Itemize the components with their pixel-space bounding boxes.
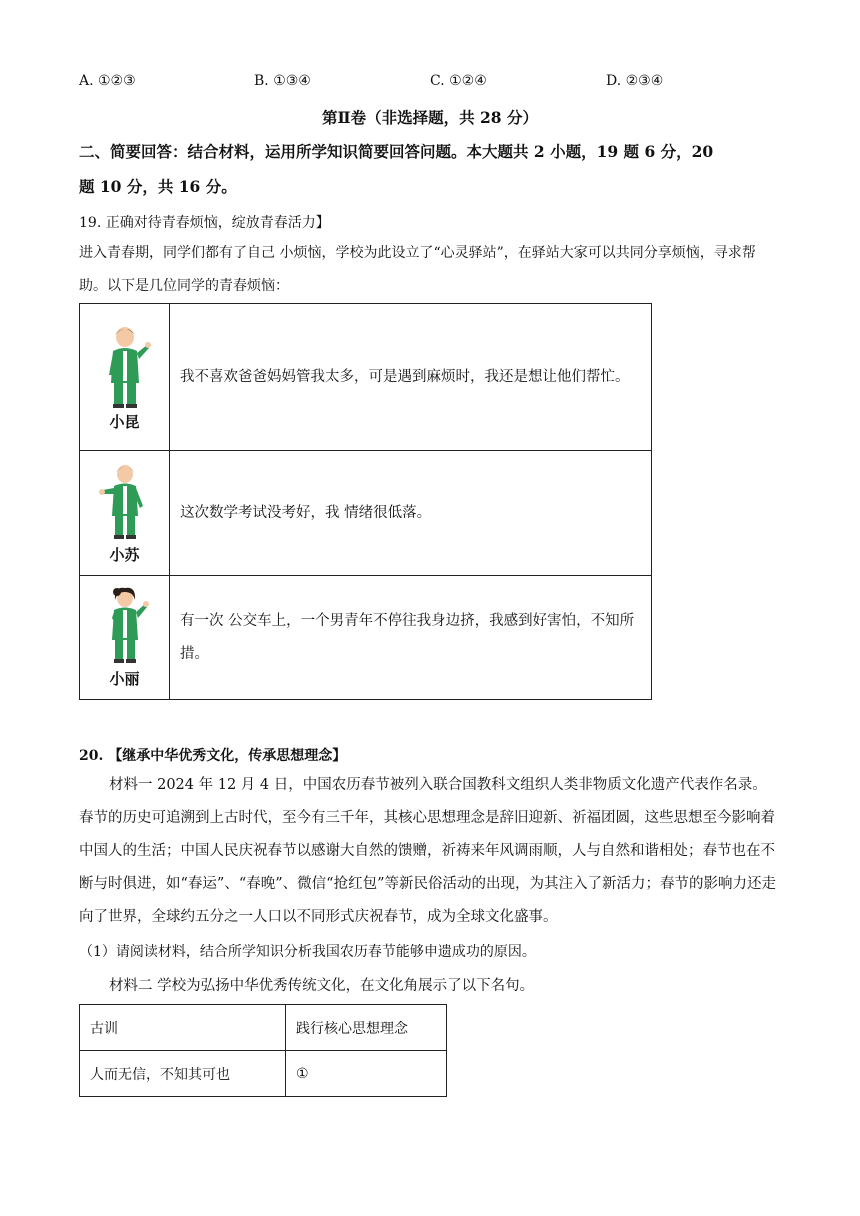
student-name: 小丽 [109,670,140,688]
option-a: A. ①②③ [79,73,136,89]
worries-table [79,303,652,700]
instructions [79,134,779,204]
table-row [80,576,652,700]
avatar-cell [80,451,170,576]
student-name: 小昆 [109,412,140,431]
option-d: D. ②③④ [606,73,664,89]
question-19-title: 19. 正确对待青春烦恼，绽放青春活力】 [79,215,330,231]
material-two: 材料二 学校为弘扬中华优秀传统文化，在文化角展示了以下名句。 [109,978,535,994]
avatar-cell [80,576,170,700]
table-header: 古训 [80,1005,286,1051]
girl-avatar-icon [99,586,151,666]
option-b: B. ①③④ [254,73,311,89]
worry-text: 有一次 公交车上，一个男青年不停往我身边挤，我感到好害怕，不知所措。 [170,576,652,700]
sub-question-1: （1）请阅读材料，结合所学知识分析我国农历春节能够申遗成功的原因。 [79,944,536,960]
avatar-cell [80,304,170,451]
question-19-intro: 进入青春期，同学们都有了自己 小烦恼，学校为此设立了“心灵驿站”，在驿站大家可以共同分享烦恼，寻求帮助。以下是几位同学的青春烦恼： [79,245,756,294]
option-c: C. ①②④ [430,73,487,89]
table-cell: ① [286,1051,447,1097]
table-row [80,1051,447,1097]
table-row [80,304,652,451]
boy-avatar-icon [99,462,151,542]
maxims-table [79,1004,447,1097]
section-title: 第Ⅱ卷（非选择题，共 28 分） [322,108,538,127]
table-cell: 人而无信，不知其可也 [80,1051,286,1097]
worry-text: 我不喜欢爸爸妈妈管我太多，可是遇到麻烦时，我还是想让他们帮忙。 [170,304,652,451]
instructions-line-1: 二、简要回答：结合材料，运用所学知识简要回答问题。本大题共 2 小题，19 题 6 分，20 [79,142,714,161]
question-20-title: 20. 【继承中华优秀文化，传承思想理念】 [79,748,347,764]
table-row [80,451,652,576]
student-name: 小苏 [109,545,140,564]
boy-avatar-icon [99,323,151,409]
instructions-line-2: 题 10 分，共 16 分。 [79,177,237,196]
material-one: 材料一 2024 年 12 月 4 日，中国农历春节被列入联合国教科文组织人类非物质文化遗产代表作名录。春节的历史可追溯到上古时代，至今有三千年，其核心思想理念是辞旧迎新、祈福团圆，这些思想至今影响着中国人的生活；中国人民庆祝春节以感谢大自然的馈赠，祈祷来年风调雨顺，人与自然和谐相处；春节也在不断与时俱进，如“春运”、“春晚”、微信“抢红包”等新民俗活动的出现，为其注入了新活力；春节的影响力还走向了世界，全球约五分之一人口以不同形式庆祝春节，成为全球文化盛事。 [79,777,776,925]
table-header: 践行核心思想理念 [286,1005,447,1051]
table-row [80,1005,447,1051]
worry-text: 这次数学考试没考好，我 情绪很低落。 [170,451,652,576]
